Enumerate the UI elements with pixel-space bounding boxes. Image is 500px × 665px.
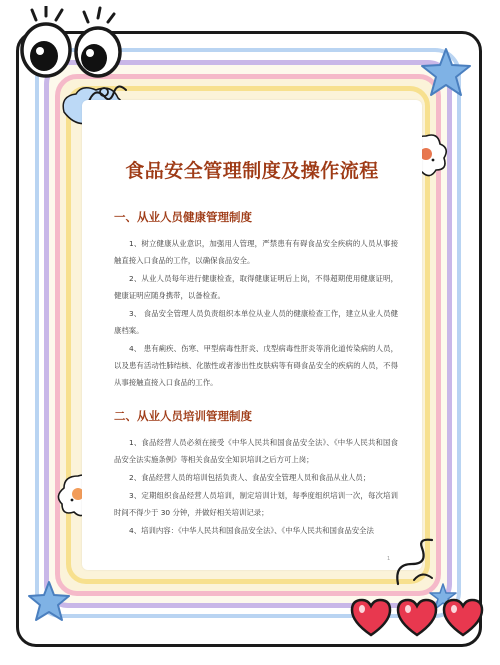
document-title: 食品安全管理制度及操作流程 xyxy=(125,160,379,182)
paragraph: 2、从业人员每年进行健康检查，取得健康证明后上岗，不得超期使用健康证明，健康证明应随身携带，以备检查。 xyxy=(114,274,398,300)
paragraph: 4、 患有痢疾、伤寒、甲型病毒性肝炎、戊型病毒性肝炎等消化道传染病的人员，以及患有活动性肺结核、化脓性或者渗出性皮肤病等有碍食品安全的疾病的人员，不得从事接触直接入口食品的工作。 xyxy=(114,344,398,387)
star-icon xyxy=(418,46,474,100)
page-number: 1 xyxy=(387,556,391,562)
paragraph: 1、树立健康从业意识，加强用人管理，严禁患有有碍食品安全疾病的人员从事接触直接入口食品的工作，以确保食品安全。 xyxy=(114,239,398,265)
star-icon xyxy=(26,580,72,624)
paragraph: 2、食品经营人员的培训包括负责人、食品安全管理人员和食品从业人员； xyxy=(129,473,371,482)
paragraph: 1、食品经营人员必须在接受《中华人民共和国食品安全法》、《中华人民共和国食品安全法实施条例》等相关食品安全知识培训之后方可上岗； xyxy=(114,438,398,464)
heart-icon xyxy=(440,596,486,638)
paragraph: 3、 食品安全管理人员负责组织本单位从业人员的健康检查工作，建立从业人员健康档案。 xyxy=(114,309,398,335)
cartoon-eyes-icon xyxy=(10,6,130,84)
heart-icon xyxy=(348,596,394,638)
paragraph: 3、定期组织食品经营人员培训，制定培训计划，每季度组织培训一次，每次培训时间不得少于 30 分钟，并做好相关培训记录； xyxy=(114,491,398,517)
heart-icon xyxy=(394,596,440,638)
section-heading: 一、从业人员健康管理制度 xyxy=(114,210,252,224)
paragraph: 4、培训内容：《中华人民共和国食品安全法》、《中华人民共和国食品安全法 xyxy=(129,526,374,535)
section-heading: 二、从业人员培训管理制度 xyxy=(114,409,252,423)
document-page xyxy=(82,100,422,570)
